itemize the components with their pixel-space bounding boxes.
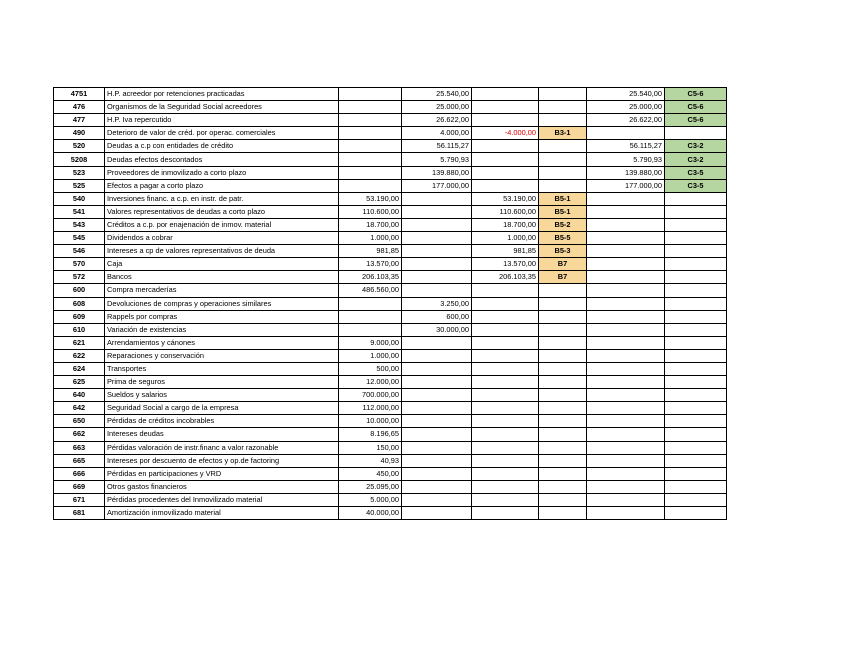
table-row[interactable] bbox=[54, 454, 727, 467]
adjustment-ref-cell[interactable]: B7 bbox=[539, 271, 587, 284]
debit-cell[interactable] bbox=[339, 127, 402, 140]
debit-cell[interactable]: 1.000,00 bbox=[339, 349, 402, 362]
adjustment-cell[interactable] bbox=[472, 114, 539, 127]
debit-cell[interactable] bbox=[339, 323, 402, 336]
account-name-cell[interactable]: H.P. acreedor por retenciones practicadas bbox=[105, 88, 339, 101]
balance-cell[interactable] bbox=[587, 192, 665, 205]
debit-cell[interactable] bbox=[339, 310, 402, 323]
table-row[interactable] bbox=[54, 297, 727, 310]
account-code-cell[interactable]: 640 bbox=[54, 389, 105, 402]
table-row[interactable] bbox=[54, 153, 727, 166]
account-name-cell[interactable]: Pérdidas valoración de instr.financ a valor razonable bbox=[105, 441, 339, 454]
table-row[interactable] bbox=[54, 101, 727, 114]
balance-cell[interactable] bbox=[587, 297, 665, 310]
credit-cell[interactable] bbox=[402, 349, 472, 362]
balance-cell[interactable]: 177.000,00 bbox=[587, 179, 665, 192]
adjustment-cell[interactable] bbox=[472, 415, 539, 428]
debit-cell[interactable]: 110.600,00 bbox=[339, 205, 402, 218]
credit-cell[interactable] bbox=[402, 493, 472, 506]
table-row[interactable] bbox=[54, 389, 727, 402]
balance-cell[interactable] bbox=[587, 362, 665, 375]
account-name-cell[interactable]: Efectos a pagar a corto plazo bbox=[105, 179, 339, 192]
credit-cell[interactable]: 177.000,00 bbox=[402, 179, 472, 192]
debit-cell[interactable]: 500,00 bbox=[339, 362, 402, 375]
adjustment-cell[interactable] bbox=[472, 362, 539, 375]
balance-cell[interactable] bbox=[587, 271, 665, 284]
account-name-cell[interactable]: Pérdidas de créditos incobrables bbox=[105, 415, 339, 428]
adjustment-cell[interactable] bbox=[472, 284, 539, 297]
adjustment-cell[interactable]: 18.700,00 bbox=[472, 218, 539, 231]
credit-cell[interactable] bbox=[402, 428, 472, 441]
account-code-cell[interactable]: 525 bbox=[54, 179, 105, 192]
account-code-cell[interactable]: 642 bbox=[54, 402, 105, 415]
debit-cell[interactable] bbox=[339, 297, 402, 310]
balance-ref-cell[interactable] bbox=[665, 323, 727, 336]
account-code-cell[interactable]: 540 bbox=[54, 192, 105, 205]
debit-cell[interactable]: 150,00 bbox=[339, 441, 402, 454]
balance-ref-cell[interactable] bbox=[665, 507, 727, 520]
debit-cell[interactable]: 9.000,00 bbox=[339, 336, 402, 349]
adjustment-ref-cell[interactable] bbox=[539, 284, 587, 297]
credit-cell[interactable] bbox=[402, 271, 472, 284]
debit-cell[interactable]: 700.000,00 bbox=[339, 389, 402, 402]
balance-ref-cell[interactable] bbox=[665, 310, 727, 323]
adjustment-ref-cell[interactable] bbox=[539, 454, 587, 467]
balance-cell[interactable] bbox=[587, 441, 665, 454]
adjustment-cell[interactable] bbox=[472, 140, 539, 153]
adjustment-ref-cell[interactable] bbox=[539, 166, 587, 179]
balance-cell[interactable] bbox=[587, 480, 665, 493]
account-code-cell[interactable]: 621 bbox=[54, 336, 105, 349]
debit-cell[interactable]: 40,93 bbox=[339, 454, 402, 467]
adjustment-cell[interactable] bbox=[472, 179, 539, 192]
balance-cell[interactable] bbox=[587, 127, 665, 140]
balance-ref-cell[interactable] bbox=[665, 415, 727, 428]
debit-cell[interactable]: 206.103,35 bbox=[339, 271, 402, 284]
adjustment-ref-cell[interactable] bbox=[539, 179, 587, 192]
table-row[interactable] bbox=[54, 441, 727, 454]
account-code-cell[interactable]: 520 bbox=[54, 140, 105, 153]
adjustment-ref-cell[interactable] bbox=[539, 88, 587, 101]
trial-balance-table bbox=[53, 87, 727, 520]
balance-ref-cell[interactable] bbox=[665, 271, 727, 284]
account-name-cell[interactable]: Devoluciones de compras y operaciones similares bbox=[105, 297, 339, 310]
debit-cell[interactable]: 40.000,00 bbox=[339, 507, 402, 520]
account-code-cell[interactable]: 669 bbox=[54, 480, 105, 493]
balance-cell[interactable] bbox=[587, 467, 665, 480]
account-code-cell[interactable]: 5208 bbox=[54, 153, 105, 166]
account-name-cell[interactable]: H.P. Iva repercutido bbox=[105, 114, 339, 127]
balance-ref-cell[interactable]: C3-5 bbox=[665, 179, 727, 192]
table-row[interactable] bbox=[54, 402, 727, 415]
table-row[interactable] bbox=[54, 349, 727, 362]
adjustment-cell[interactable] bbox=[472, 349, 539, 362]
credit-cell[interactable] bbox=[402, 245, 472, 258]
credit-cell[interactable]: 56.115,27 bbox=[402, 140, 472, 153]
balance-ref-cell[interactable]: C5-6 bbox=[665, 101, 727, 114]
account-name-cell[interactable]: Rappels por compras bbox=[105, 310, 339, 323]
debit-cell[interactable]: 981,85 bbox=[339, 245, 402, 258]
balance-ref-cell[interactable] bbox=[665, 218, 727, 231]
credit-cell[interactable]: 25.540,00 bbox=[402, 88, 472, 101]
balance-cell[interactable] bbox=[587, 218, 665, 231]
account-code-cell[interactable]: 624 bbox=[54, 362, 105, 375]
balance-cell[interactable]: 25.540,00 bbox=[587, 88, 665, 101]
table-row[interactable] bbox=[54, 336, 727, 349]
adjustment-cell[interactable] bbox=[472, 454, 539, 467]
balance-cell[interactable]: 139.880,00 bbox=[587, 166, 665, 179]
account-code-cell[interactable]: 523 bbox=[54, 166, 105, 179]
account-name-cell[interactable]: Compra mercaderías bbox=[105, 284, 339, 297]
debit-cell[interactable]: 450,00 bbox=[339, 467, 402, 480]
table-row[interactable] bbox=[54, 415, 727, 428]
balance-ref-cell[interactable] bbox=[665, 467, 727, 480]
credit-cell[interactable] bbox=[402, 258, 472, 271]
debit-cell[interactable]: 25.095,00 bbox=[339, 480, 402, 493]
adjustment-ref-cell[interactable] bbox=[539, 415, 587, 428]
adjustment-ref-cell[interactable] bbox=[539, 376, 587, 389]
balance-cell[interactable] bbox=[587, 284, 665, 297]
balance-cell[interactable] bbox=[587, 376, 665, 389]
table-row[interactable] bbox=[54, 88, 727, 101]
debit-cell[interactable] bbox=[339, 166, 402, 179]
account-code-cell[interactable]: 681 bbox=[54, 507, 105, 520]
table-row[interactable] bbox=[54, 493, 727, 506]
adjustment-ref-cell[interactable] bbox=[539, 441, 587, 454]
credit-cell[interactable]: 4.000,00 bbox=[402, 127, 472, 140]
account-name-cell[interactable]: Intereses deudas bbox=[105, 428, 339, 441]
table-row[interactable] bbox=[54, 428, 727, 441]
balance-cell[interactable] bbox=[587, 258, 665, 271]
adjustment-cell[interactable]: 206.103,35 bbox=[472, 271, 539, 284]
credit-cell[interactable] bbox=[402, 507, 472, 520]
adjustment-cell[interactable] bbox=[472, 467, 539, 480]
account-code-cell[interactable]: 572 bbox=[54, 271, 105, 284]
credit-cell[interactable]: 26.622,00 bbox=[402, 114, 472, 127]
balance-ref-cell[interactable] bbox=[665, 284, 727, 297]
balance-cell[interactable] bbox=[587, 493, 665, 506]
credit-cell[interactable] bbox=[402, 415, 472, 428]
account-code-cell[interactable]: 625 bbox=[54, 376, 105, 389]
adjustment-ref-cell[interactable] bbox=[539, 140, 587, 153]
debit-cell[interactable] bbox=[339, 140, 402, 153]
account-name-cell[interactable]: Variación de existencias bbox=[105, 323, 339, 336]
debit-cell[interactable]: 10.000,00 bbox=[339, 415, 402, 428]
credit-cell[interactable] bbox=[402, 389, 472, 402]
account-name-cell[interactable]: Créditos a c.p. por enajenación de inmov. material bbox=[105, 218, 339, 231]
adjustment-cell[interactable] bbox=[472, 310, 539, 323]
adjustment-cell[interactable] bbox=[472, 507, 539, 520]
account-name-cell[interactable]: Amortización inmovilizado material bbox=[105, 507, 339, 520]
account-name-cell[interactable]: Intereses por descuento de efectos y op.de factoring bbox=[105, 454, 339, 467]
balance-ref-cell[interactable]: C3-2 bbox=[665, 153, 727, 166]
credit-cell[interactable] bbox=[402, 284, 472, 297]
adjustment-ref-cell[interactable]: B5-2 bbox=[539, 218, 587, 231]
balance-ref-cell[interactable] bbox=[665, 454, 727, 467]
account-code-cell[interactable]: 546 bbox=[54, 245, 105, 258]
credit-cell[interactable] bbox=[402, 376, 472, 389]
balance-cell[interactable] bbox=[587, 402, 665, 415]
account-name-cell[interactable]: Valores representativos de deudas a corto plazo bbox=[105, 205, 339, 218]
credit-cell[interactable]: 30.000,00 bbox=[402, 323, 472, 336]
account-code-cell[interactable]: 545 bbox=[54, 232, 105, 245]
table-row[interactable] bbox=[54, 258, 727, 271]
balance-ref-cell[interactable] bbox=[665, 349, 727, 362]
balance-cell[interactable] bbox=[587, 232, 665, 245]
balance-cell[interactable]: 25.000,00 bbox=[587, 101, 665, 114]
balance-ref-cell[interactable] bbox=[665, 297, 727, 310]
adjustment-cell[interactable] bbox=[472, 336, 539, 349]
adjustment-cell[interactable] bbox=[472, 166, 539, 179]
balance-ref-cell[interactable] bbox=[665, 192, 727, 205]
account-code-cell[interactable]: 662 bbox=[54, 428, 105, 441]
adjustment-ref-cell[interactable] bbox=[539, 428, 587, 441]
adjustment-cell[interactable]: 13.570,00 bbox=[472, 258, 539, 271]
table-row[interactable] bbox=[54, 284, 727, 297]
account-code-cell[interactable]: 4751 bbox=[54, 88, 105, 101]
account-code-cell[interactable]: 570 bbox=[54, 258, 105, 271]
balance-ref-cell[interactable] bbox=[665, 389, 727, 402]
balance-cell[interactable]: 5.790,93 bbox=[587, 153, 665, 166]
account-code-cell[interactable]: 490 bbox=[54, 127, 105, 140]
adjustment-cell[interactable]: 981,85 bbox=[472, 245, 539, 258]
adjustment-ref-cell[interactable] bbox=[539, 402, 587, 415]
debit-cell[interactable] bbox=[339, 153, 402, 166]
balance-ref-cell[interactable] bbox=[665, 441, 727, 454]
account-name-cell[interactable]: Inversiones financ. a c.p. en instr. de patr. bbox=[105, 192, 339, 205]
adjustment-cell[interactable] bbox=[472, 88, 539, 101]
table-row[interactable] bbox=[54, 376, 727, 389]
debit-cell[interactable]: 1.000,00 bbox=[339, 232, 402, 245]
adjustment-ref-cell[interactable]: B5-1 bbox=[539, 205, 587, 218]
balance-cell[interactable] bbox=[587, 454, 665, 467]
adjustment-cell[interactable] bbox=[472, 153, 539, 166]
debit-cell[interactable]: 486.560,00 bbox=[339, 284, 402, 297]
credit-cell[interactable] bbox=[402, 336, 472, 349]
adjustment-ref-cell[interactable]: B5-3 bbox=[539, 245, 587, 258]
table-row[interactable] bbox=[54, 192, 727, 205]
balance-cell[interactable] bbox=[587, 336, 665, 349]
adjustment-ref-cell[interactable] bbox=[539, 349, 587, 362]
account-code-cell[interactable]: 600 bbox=[54, 284, 105, 297]
table-row[interactable] bbox=[54, 166, 727, 179]
adjustment-ref-cell[interactable] bbox=[539, 153, 587, 166]
balance-ref-cell[interactable] bbox=[665, 480, 727, 493]
account-name-cell[interactable]: Bancos bbox=[105, 271, 339, 284]
account-code-cell[interactable]: 671 bbox=[54, 493, 105, 506]
adjustment-ref-cell[interactable]: B5-5 bbox=[539, 232, 587, 245]
adjustment-cell[interactable]: -4.000,00 bbox=[472, 127, 539, 140]
account-code-cell[interactable]: 609 bbox=[54, 310, 105, 323]
adjustment-ref-cell[interactable] bbox=[539, 336, 587, 349]
table-row[interactable] bbox=[54, 323, 727, 336]
table-row[interactable] bbox=[54, 179, 727, 192]
adjustment-cell[interactable] bbox=[472, 376, 539, 389]
credit-cell[interactable] bbox=[402, 232, 472, 245]
adjustment-cell[interactable] bbox=[472, 389, 539, 402]
account-name-cell[interactable]: Deudas efectos descontados bbox=[105, 153, 339, 166]
balance-ref-cell[interactable] bbox=[665, 493, 727, 506]
account-code-cell[interactable]: 476 bbox=[54, 101, 105, 114]
balance-ref-cell[interactable] bbox=[665, 336, 727, 349]
balance-ref-cell[interactable] bbox=[665, 245, 727, 258]
table-row[interactable] bbox=[54, 271, 727, 284]
account-code-cell[interactable]: 622 bbox=[54, 349, 105, 362]
balance-ref-cell[interactable]: C3-2 bbox=[665, 140, 727, 153]
adjustment-ref-cell[interactable] bbox=[539, 323, 587, 336]
credit-cell[interactable] bbox=[402, 467, 472, 480]
balance-cell[interactable]: 56.115,27 bbox=[587, 140, 665, 153]
balance-ref-cell[interactable] bbox=[665, 205, 727, 218]
account-code-cell[interactable]: 666 bbox=[54, 467, 105, 480]
adjustment-ref-cell[interactable] bbox=[539, 297, 587, 310]
adjustment-ref-cell[interactable] bbox=[539, 467, 587, 480]
adjustment-ref-cell[interactable] bbox=[539, 480, 587, 493]
table-row[interactable] bbox=[54, 232, 727, 245]
table-row[interactable] bbox=[54, 467, 727, 480]
adjustment-cell[interactable] bbox=[472, 402, 539, 415]
account-code-cell[interactable]: 541 bbox=[54, 205, 105, 218]
adjustment-cell[interactable] bbox=[472, 297, 539, 310]
adjustment-cell[interactable] bbox=[472, 480, 539, 493]
account-code-cell[interactable]: 610 bbox=[54, 323, 105, 336]
balance-cell[interactable] bbox=[587, 323, 665, 336]
table-row[interactable] bbox=[54, 507, 727, 520]
credit-cell[interactable] bbox=[402, 218, 472, 231]
account-code-cell[interactable]: 477 bbox=[54, 114, 105, 127]
adjustment-ref-cell[interactable]: B7 bbox=[539, 258, 587, 271]
account-name-cell[interactable]: Pérdidas en participaciones y VRD bbox=[105, 467, 339, 480]
account-code-cell[interactable]: 543 bbox=[54, 218, 105, 231]
balance-ref-cell[interactable] bbox=[665, 127, 727, 140]
balance-cell[interactable]: 26.622,00 bbox=[587, 114, 665, 127]
account-name-cell[interactable]: Transportes bbox=[105, 362, 339, 375]
credit-cell[interactable]: 3.250,00 bbox=[402, 297, 472, 310]
debit-cell[interactable]: 12.000,00 bbox=[339, 376, 402, 389]
balance-cell[interactable] bbox=[587, 245, 665, 258]
table-row[interactable] bbox=[54, 140, 727, 153]
account-name-cell[interactable]: Deudas a c.p con entidades de crédito bbox=[105, 140, 339, 153]
table-row[interactable] bbox=[54, 114, 727, 127]
table-row[interactable] bbox=[54, 245, 727, 258]
account-name-cell[interactable]: Otros gastos financieros bbox=[105, 480, 339, 493]
debit-cell[interactable]: 13.570,00 bbox=[339, 258, 402, 271]
table-row[interactable] bbox=[54, 205, 727, 218]
account-name-cell[interactable]: Organismos de la Seguridad Social acreedores bbox=[105, 101, 339, 114]
table-row[interactable] bbox=[54, 480, 727, 493]
adjustment-ref-cell[interactable] bbox=[539, 114, 587, 127]
credit-cell[interactable] bbox=[402, 192, 472, 205]
balance-cell[interactable] bbox=[587, 428, 665, 441]
adjustment-cell[interactable] bbox=[472, 441, 539, 454]
account-name-cell[interactable]: Proveedores de inmovilizado a corto plazo bbox=[105, 166, 339, 179]
debit-cell[interactable]: 5.000,00 bbox=[339, 493, 402, 506]
debit-cell[interactable] bbox=[339, 179, 402, 192]
account-name-cell[interactable]: Intereses a cp de valores representativos de deuda bbox=[105, 245, 339, 258]
debit-cell[interactable] bbox=[339, 88, 402, 101]
adjustment-ref-cell[interactable]: B5-1 bbox=[539, 192, 587, 205]
account-code-cell[interactable]: 650 bbox=[54, 415, 105, 428]
credit-cell[interactable] bbox=[402, 441, 472, 454]
account-code-cell[interactable]: 608 bbox=[54, 297, 105, 310]
account-name-cell[interactable]: Prima de seguros bbox=[105, 376, 339, 389]
table-row[interactable] bbox=[54, 127, 727, 140]
account-name-cell[interactable]: Arrendamientos y cánones bbox=[105, 336, 339, 349]
account-name-cell[interactable]: Pérdidas procedentes del Inmovilizado material bbox=[105, 493, 339, 506]
balance-ref-cell[interactable]: C3-5 bbox=[665, 166, 727, 179]
account-name-cell[interactable]: Deterioro de valor de créd. por operac. comerciales bbox=[105, 127, 339, 140]
adjustment-ref-cell[interactable] bbox=[539, 362, 587, 375]
adjustment-ref-cell[interactable]: B3-1 bbox=[539, 127, 587, 140]
debit-cell[interactable] bbox=[339, 114, 402, 127]
debit-cell[interactable]: 8.196,65 bbox=[339, 428, 402, 441]
account-name-cell[interactable]: Seguridad Social a cargo de la empresa bbox=[105, 402, 339, 415]
balance-ref-cell[interactable]: C5-6 bbox=[665, 88, 727, 101]
balance-cell[interactable] bbox=[587, 349, 665, 362]
adjustment-cell[interactable]: 1.000,00 bbox=[472, 232, 539, 245]
adjustment-ref-cell[interactable] bbox=[539, 493, 587, 506]
credit-cell[interactable] bbox=[402, 402, 472, 415]
account-name-cell[interactable]: Sueldos y salarios bbox=[105, 389, 339, 402]
credit-cell[interactable]: 600,00 bbox=[402, 310, 472, 323]
balance-cell[interactable] bbox=[587, 507, 665, 520]
account-name-cell[interactable]: Caja bbox=[105, 258, 339, 271]
adjustment-cell[interactable] bbox=[472, 323, 539, 336]
balance-ref-cell[interactable]: C5-6 bbox=[665, 114, 727, 127]
credit-cell[interactable]: 25.000,00 bbox=[402, 101, 472, 114]
adjustment-cell[interactable]: 110.600,00 bbox=[472, 205, 539, 218]
credit-cell[interactable] bbox=[402, 480, 472, 493]
balance-cell[interactable] bbox=[587, 415, 665, 428]
account-code-cell[interactable]: 663 bbox=[54, 441, 105, 454]
balance-ref-cell[interactable] bbox=[665, 232, 727, 245]
balance-cell[interactable] bbox=[587, 389, 665, 402]
balance-ref-cell[interactable] bbox=[665, 362, 727, 375]
credit-cell[interactable]: 139.880,00 bbox=[402, 166, 472, 179]
debit-cell[interactable]: 53.190,00 bbox=[339, 192, 402, 205]
balance-cell[interactable] bbox=[587, 205, 665, 218]
balance-cell[interactable] bbox=[587, 310, 665, 323]
adjustment-cell[interactable] bbox=[472, 493, 539, 506]
account-name-cell[interactable]: Dividendos a cobrar bbox=[105, 232, 339, 245]
credit-cell[interactable] bbox=[402, 454, 472, 467]
adjustment-cell[interactable]: 53.190,00 bbox=[472, 192, 539, 205]
adjustment-cell[interactable] bbox=[472, 428, 539, 441]
table-row[interactable] bbox=[54, 362, 727, 375]
credit-cell[interactable] bbox=[402, 362, 472, 375]
adjustment-ref-cell[interactable] bbox=[539, 389, 587, 402]
table-row[interactable] bbox=[54, 310, 727, 323]
balance-ref-cell[interactable] bbox=[665, 402, 727, 415]
debit-cell[interactable]: 18.700,00 bbox=[339, 218, 402, 231]
credit-cell[interactable]: 5.790,93 bbox=[402, 153, 472, 166]
adjustment-cell[interactable] bbox=[472, 101, 539, 114]
adjustment-ref-cell[interactable] bbox=[539, 310, 587, 323]
debit-cell[interactable]: 112.000,00 bbox=[339, 402, 402, 415]
table-row[interactable] bbox=[54, 218, 727, 231]
adjustment-ref-cell[interactable] bbox=[539, 101, 587, 114]
adjustment-ref-cell[interactable] bbox=[539, 507, 587, 520]
debit-cell[interactable] bbox=[339, 101, 402, 114]
balance-ref-cell[interactable] bbox=[665, 428, 727, 441]
account-code-cell[interactable]: 665 bbox=[54, 454, 105, 467]
credit-cell[interactable] bbox=[402, 205, 472, 218]
balance-ref-cell[interactable] bbox=[665, 258, 727, 271]
balance-ref-cell[interactable] bbox=[665, 376, 727, 389]
account-name-cell[interactable]: Reparaciones y conservación bbox=[105, 349, 339, 362]
